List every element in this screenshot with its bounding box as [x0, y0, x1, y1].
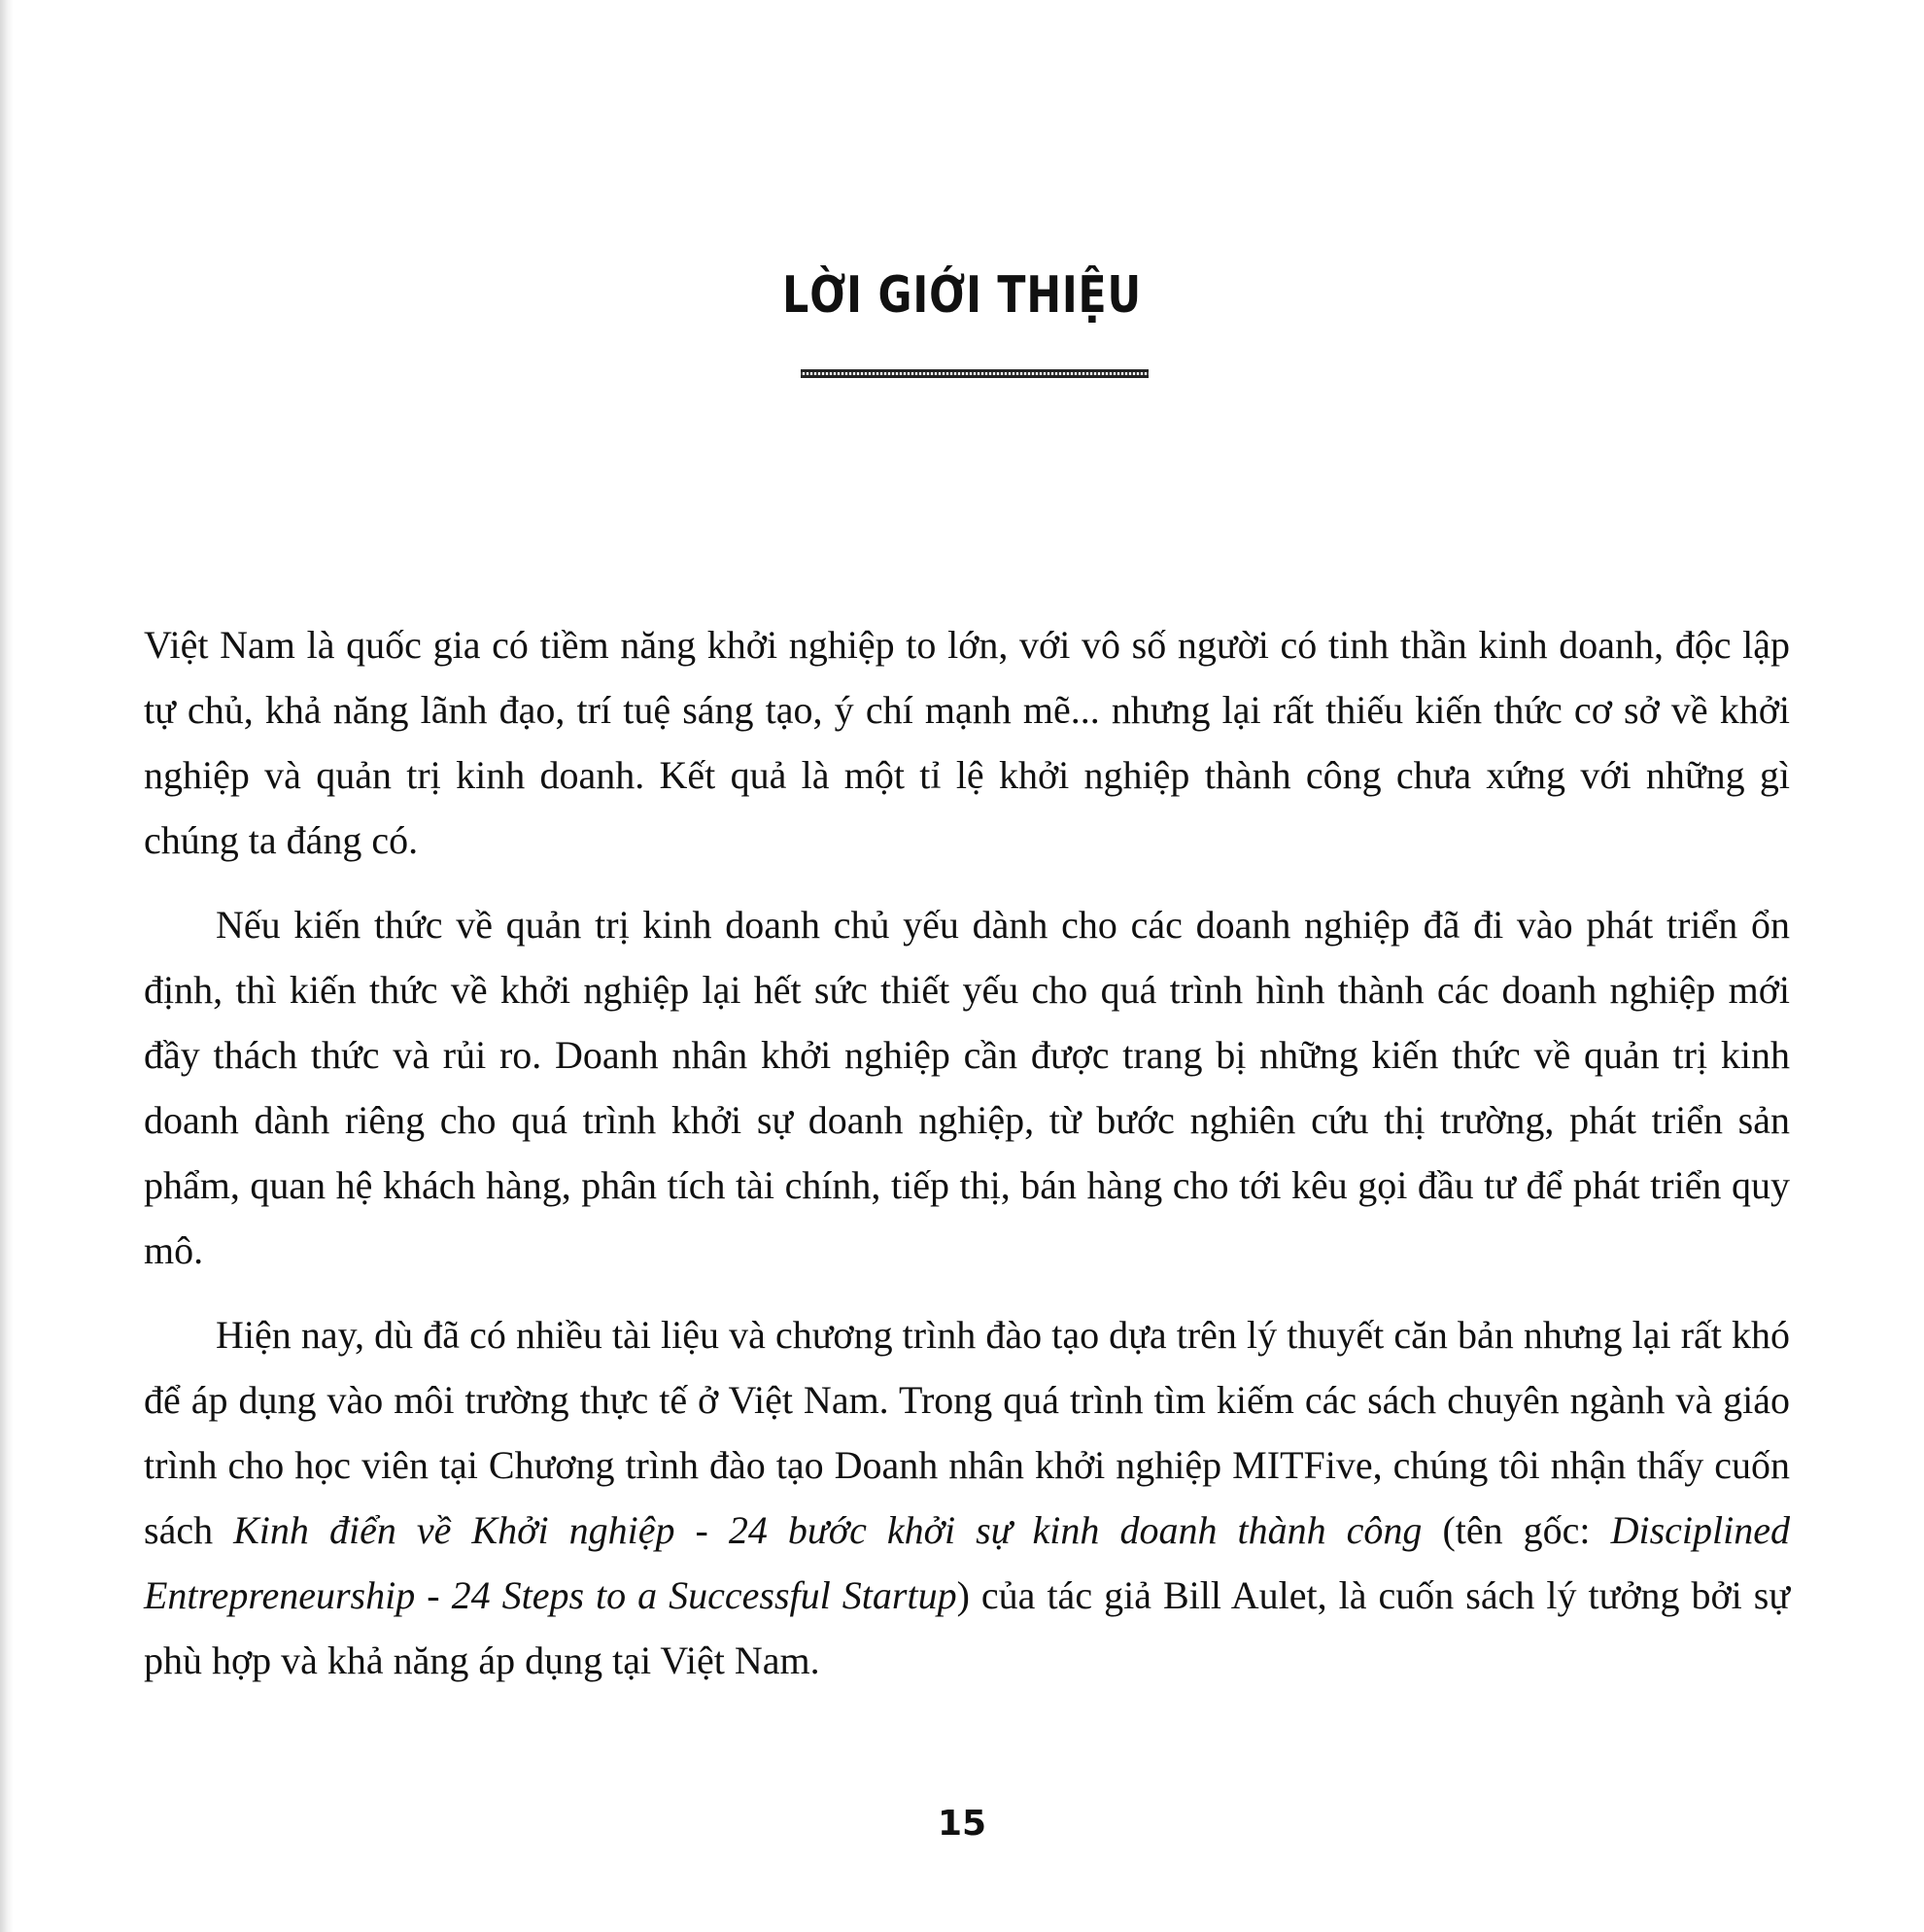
- chapter-title: LỜI GIỚI THIỆU: [782, 266, 1142, 325]
- paragraph-3-text-c: ) của tác giả Bill Aulet, là cuốn sách lý tưởng bởi sự phù hợp và khả năng áp dụng tại Việt Nam.: [144, 1573, 1791, 1682]
- page-number: 15: [937, 1804, 987, 1844]
- paragraph-3-text-a: Hiện nay, dù đã có nhiều tài liệu và chương trình đào tạo dựa trên lý thuyết căn bản nhưng lại rất khó để áp dụng vào môi trường thực tế ở Việt Nam. Trong quá trình tìm kiếm các sách chuyên ngành và giáo trình cho học viên tại Chương trình đào tạo Doanh nhân khởi nghiệp MITFive, chúng tôi nhận thấy cuốn sách: [144, 1313, 1790, 1552]
- paragraph-2: Nếu kiến thức về quản trị kinh doanh chủ yếu dành cho các doanh nghiệp đã đi vào phát triển ổn định, thì kiến thức về khởi nghiệp lại hết sức thiết yếu cho quá trình hình thành các doanh nghiệp mới đầy thách thức và rủi ro. Doanh nhân khởi nghiệp cần được trang bị những kiến thức về quản trị kinh doanh dành riêng cho quá trình khởi sự doanh nghiệp, từ bước nghiên cứu thị trường, phát triển sản phẩm, quan hệ khách hàng, phân tích tài chính, tiếp thị, bán hàng cho tới kêu gọi đầu tư để phát triển quy mô.: [144, 903, 1790, 1272]
- paragraph-3: [144, 1302, 1790, 1693]
- title-underline-rule: [801, 369, 1149, 378]
- book-title-vietnamese: Kinh điển về Khởi nghiệp - 24 bước khởi sự kinh doanh thành công: [233, 1508, 1423, 1552]
- page-gutter-shadow: [0, 0, 14, 1932]
- paragraph-1: Việt Nam là quốc gia có tiềm năng khởi nghiệp to lớn, với vô số người có tinh thần kinh doanh, độc lập tự chủ, khả năng lãnh đạo, trí tuệ sáng tạo, ý chí mạnh mẽ... nhưng lại rất thiếu kiến thức cơ sở về khởi nghiệp và quản trị kinh doanh. Kết quả là một tỉ lệ khởi nghiệp thành công chưa xứng với những gì chúng ta đáng có.: [144, 623, 1790, 862]
- body-text: [144, 612, 1790, 1712]
- title-underline-pattern: [801, 372, 1149, 375]
- book-title-original: Disciplined Entrepreneurship - 24 Steps to a Successful Startup: [144, 1508, 1791, 1617]
- paragraph-3-text-b: (tên gốc:: [1422, 1508, 1611, 1552]
